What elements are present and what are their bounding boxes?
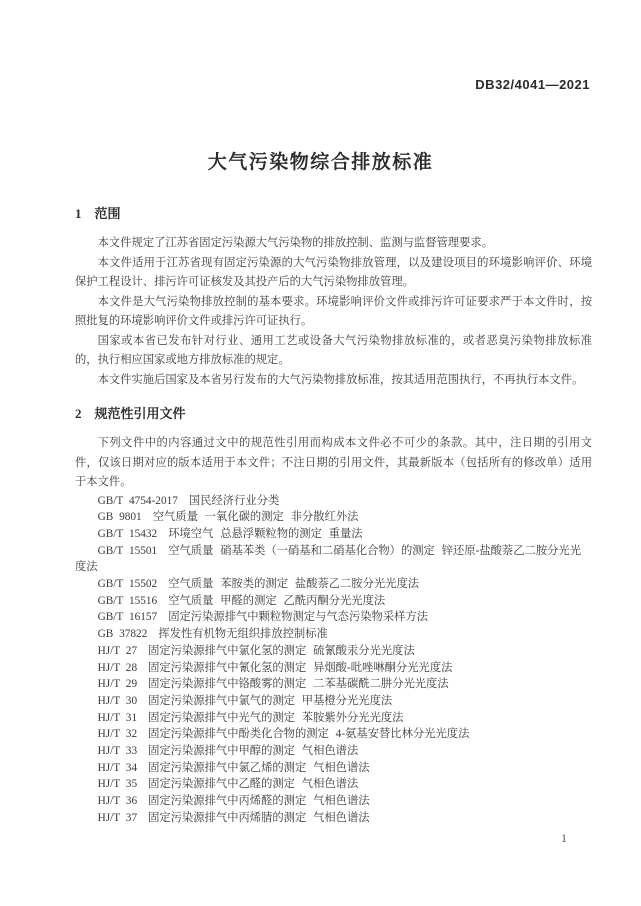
- reference-title: 固定污染源排气中丙烯腈的测定 气相色谱法: [148, 811, 370, 824]
- doc-number: DB32/4041—2021: [475, 77, 590, 92]
- reference-item: [75, 760, 592, 777]
- paragraph: 本文件适用于江苏省现有固定污染源的大气污染物排放管理，以及建设项目的环境影响评价、环境保护工程设计、排污许可证核发及其投产后的大气污染物排放管理。: [75, 256, 592, 288]
- reference-item: [75, 743, 592, 760]
- reference-code: GB/T 15501: [97, 544, 158, 557]
- reference-title: 挥发性有机物无组织排放控制标准: [158, 628, 328, 641]
- reference-title: 国民经济行业分类: [188, 494, 280, 507]
- reference-code: GB/T 16157: [97, 611, 158, 624]
- reference-title: 固定污染源排气中颗粒物测定与气态污染物采样方法: [168, 611, 429, 624]
- section-number: 2: [75, 406, 82, 421]
- reference-item: [75, 793, 592, 810]
- reference-item: [75, 509, 592, 526]
- reference-title: 固定污染源排气中氰化氢的测定 异烟酸-吡唑啉酮分光光度法: [148, 661, 453, 674]
- reference-item: [75, 576, 592, 593]
- reference-title: 固定污染源排气中甲醇的测定 气相色谱法: [148, 745, 359, 758]
- paragraph: 国家或本省已发布针对行业、通用工艺或设备大气污染物排放标准的，或者恶臭污染物排放标准的，执行相应国家或地方排放标准的规定。: [75, 334, 592, 366]
- reference-code: HJ/T 29: [97, 678, 138, 691]
- reference-item: [75, 776, 592, 793]
- section-heading-label: 范围: [94, 206, 121, 221]
- reference-title: 固定污染源排气中氯气的测定 甲基橙分光光度法: [148, 694, 393, 707]
- reference-item: [75, 726, 592, 743]
- reference-code: HJ/T 28: [97, 661, 138, 674]
- paragraph: 下列文件中的内容通过文中的规范性引用而构成本文件必不可少的条款。其中，注日期的引用文件，仅该日期对应的版本适用于本文件；不注日期的引用文件，其最新版本（包括所有的修改单）适用于本文件。: [75, 437, 592, 488]
- reference-item: [75, 609, 592, 626]
- reference-title: 环境空气 总悬浮颗粒物的测定 重量法: [168, 527, 363, 540]
- page-title: 大气污染物综合排放标准: [207, 152, 434, 173]
- reference-code: GB 37822: [97, 628, 148, 641]
- reference-item: [75, 543, 592, 576]
- reference-item: [75, 693, 592, 710]
- reference-title: 空气质量 一氧化碳的测定 非分散红外法: [152, 511, 359, 524]
- reference-item: [75, 676, 592, 693]
- section-heading-label: 规范性引用文件: [94, 406, 186, 421]
- reference-code: GB/T 15516: [97, 594, 158, 607]
- section-heading-2: [75, 406, 592, 422]
- reference-item: [75, 660, 592, 677]
- reference-code: HJ/T 36: [97, 795, 138, 808]
- reference-title: 空气质量 甲醛的测定 乙酰丙酮分光光度法: [168, 594, 386, 607]
- reference-code: GB 9801: [97, 511, 142, 524]
- reference-code: GB/T 15502: [97, 578, 158, 591]
- document-content: [75, 206, 592, 827]
- reference-code: HJ/T 33: [97, 745, 138, 758]
- section-number: 1: [75, 206, 82, 221]
- reference-item: [75, 626, 592, 643]
- reference-code: HJ/T 27: [97, 644, 138, 657]
- reference-title: 固定污染源排气中酚类化合物的测定 4-氨基安替比林分光光度法: [148, 728, 470, 741]
- reference-item: [75, 710, 592, 727]
- paragraph: 本文件实施后国家及本省另行发布的大气污染物排放标准，按其适用范围执行，不再执行本文件。: [97, 373, 584, 386]
- reference-item: [75, 643, 592, 660]
- reference-title: 固定污染源排气中氯乙烯的测定 气相色谱法: [148, 761, 370, 774]
- reference-code: HJ/T 30: [97, 694, 138, 707]
- reference-code: HJ/T 37: [97, 811, 138, 824]
- page-number: 1: [561, 831, 567, 845]
- reference-title: 固定污染源排气中光气的测定 苯胺紫外分光光度法: [148, 711, 404, 724]
- reference-code: HJ/T 31: [97, 711, 138, 724]
- reference-code: HJ/T 34: [97, 761, 138, 774]
- reference-item: [75, 526, 592, 543]
- reference-code: GB/T 15432: [97, 527, 158, 540]
- reference-title: 固定污染源排气中丙烯醛的测定 气相色谱法: [148, 795, 370, 808]
- reference-item: [75, 810, 592, 827]
- section-heading-1: [75, 206, 592, 222]
- reference-code: GB/T 4754-2017: [97, 494, 178, 507]
- paragraph: 本文件是大气污染物排放控制的基本要求。环境影响评价文件或排污许可证要求严于本文件时，按照批复的环境影响评价文件或排污许可证执行。: [75, 295, 592, 327]
- reference-title: 空气质量 硝基苯类（一硝基和二硝基化合物）的测定 锌还原-盐酸萘乙二胺分光光度法: [75, 544, 582, 574]
- reference-item: [75, 493, 592, 510]
- reference-title: 固定污染源排气中乙醛的测定 气相色谱法: [148, 778, 359, 791]
- reference-title: 固定污染源排气中氯化氢的测定 硫氰酸汞分光光度法: [148, 644, 415, 657]
- reference-item: [75, 593, 592, 610]
- reference-code: HJ/T 35: [97, 778, 138, 791]
- reference-title: 空气质量 苯胺类的测定 盐酸萘乙二胺分光光度法: [168, 578, 420, 591]
- reference-title: 固定污染源排气中铬酸雾的测定 二苯基碳酰二肼分光光度法: [148, 678, 449, 691]
- paragraph: 本文件规定了江苏省固定污染源大气污染物的排放控制、监测与监督管理要求。: [97, 237, 493, 249]
- reference-code: HJ/T 32: [97, 728, 138, 741]
